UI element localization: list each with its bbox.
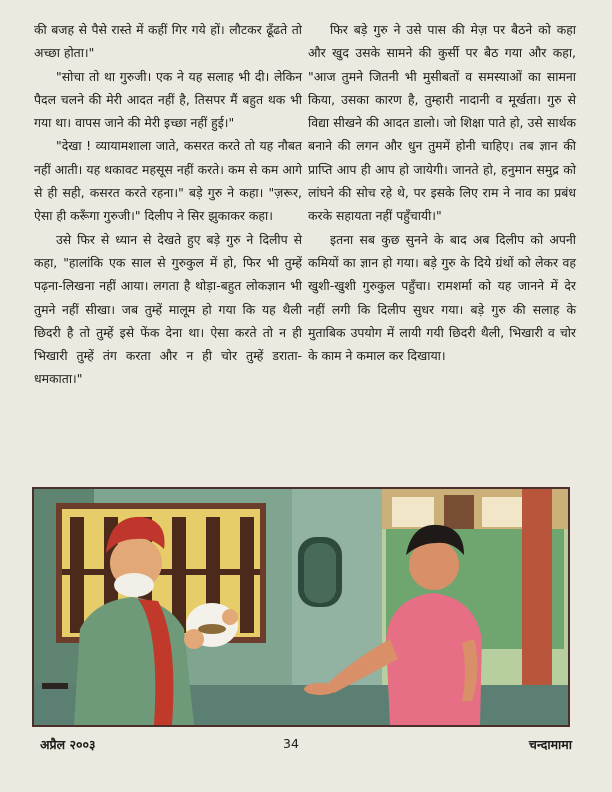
story-illustration — [32, 487, 570, 727]
page-footer — [0, 736, 612, 760]
issue-date: अप्रैल २००३ — [40, 737, 96, 752]
paragraph: उसे फिर से ध्यान से देखते हुए बड़े गुरु ने दिलीप से कहा, "हालांकि एक साल से गुरुकुल में हो, फिर भी तुम्हें पढ़ना-लिखना नहीं आया। लगता है थोड़ा-बहुत लोकज्ञान भी तुमने नहीं सीखा। जब तुम्हें मालूम हो गया कि यह थैली छिदरी है तो तुम्हें इसे फेंक देना था। ऐसा करते तो न ही भिखारी तुम्हें तंग करता और न ही चोर तुम्हें डराता-धमकाता।" — [34, 231, 302, 387]
magazine-name: चन्दामामा — [528, 737, 572, 752]
illustration-scene — [34, 489, 568, 725]
paragraph: इतना सब कुछ सुनने के बाद अब दिलीप को अपनी कमियों का ज्ञान हो गया। बड़े गुरु के दिये ग्रंथों को लेकर वह खुशी-खुशी गुरुकुल पहुँचा। रामशर्मा को यह जानने में देर नहीं लगी कि दिलीप सुधर गया। बड़े गुरु की सलाह के मुताबिक उपयोग में लायी गयी छिदरी थैली, भिखारी व चोर के काम ने कमाल कर दिखाया। — [308, 231, 576, 364]
paragraph: फिर बड़े गुरु ने उसे पास की मेज़ पर बैठने को कहा और खुद उसके सामने की कुर्सी पर बैठ गया और कहा, "आज तुमने जितनी भी मुसीबतों व समस्याओं का सामना किया, उसका कारण है, तुम्हारी नादानी व मूर्खता। गुरु से विद्या सीखने की आदत डालो। जो शिक्षा पाते हो, उसे सार्थक बनाने की लगन और धुन तुममें होनी चाहिए। तब ज्ञान की प्राप्ति आप ही आप हो जायेगी। जानते हो, हनुमान समुद्र को लांघने की सोच रहे थे, पर इसके लिए राम ने नाव का प्रबंध करके सहायता नहीं पहुँचायी।" — [308, 22, 576, 224]
paragraph: "सोचा तो था गुरुजी। एक ने यह सलाह भी दी। लेकिन पैदल चलने की मेरी आदत नहीं है, तिसपर मैं बहुत थक भी गया था। वापस जाने की मेरी इच्छा नहीं हुई।" — [34, 68, 302, 131]
paragraph: "देखा ! व्यायामशाला जाते, कसरत करते तो यह नौबत नहीं आती। यह थकावट महसूस नहीं करते। कम से कम आगे से ही सही, कसरत करते रहना।" बड़े गुरु ने कहा। "ज़रूर, ऐसा ही करूँगा गुरुजी।" दिलीप ने सिर झुकाकर कहा। — [34, 138, 302, 224]
text-column-left — [34, 18, 302, 391]
page-number: 34 — [283, 736, 299, 751]
text-column-right — [308, 18, 576, 367]
paragraph: की बजह से पैसे रास्ते में कहीं गिर गये हों। लौटकर ढूँढते तो अच्छा होता।" — [34, 22, 302, 61]
